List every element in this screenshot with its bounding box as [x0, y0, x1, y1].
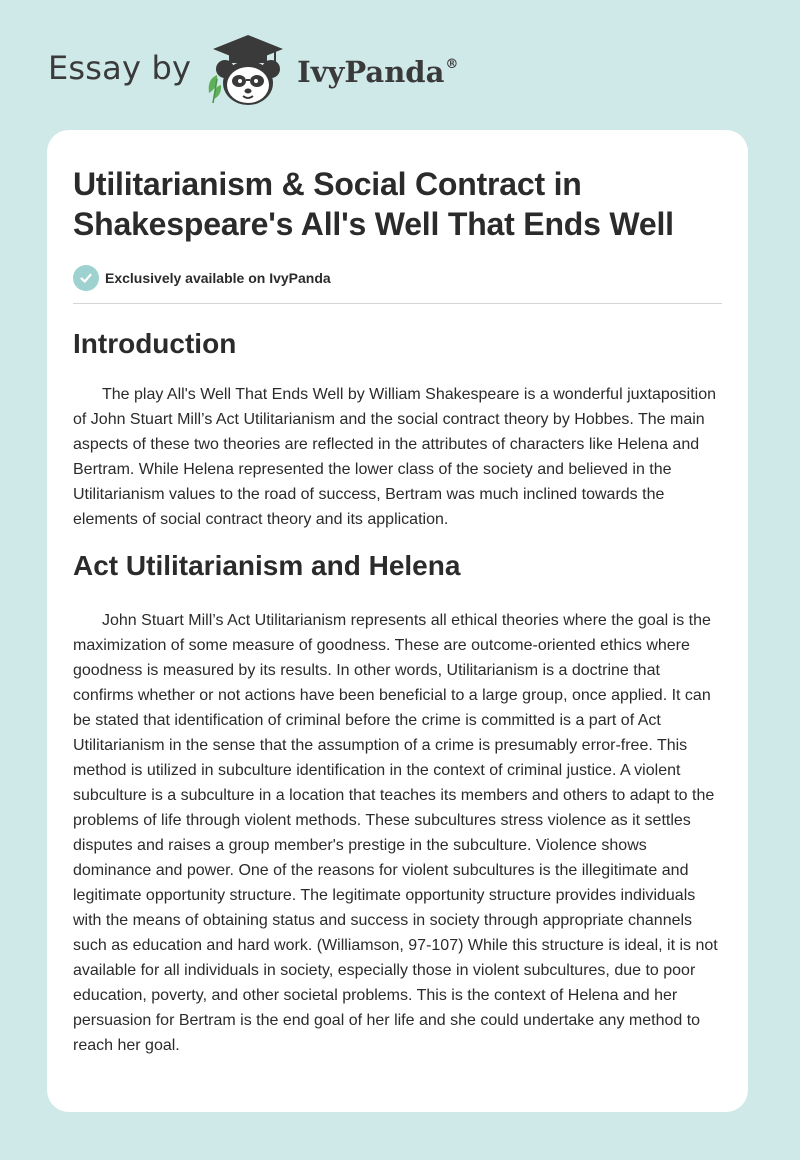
- panda-graduate-logo-icon[interactable]: [205, 31, 291, 109]
- site-header: [48, 30, 458, 110]
- exclusive-badge: [73, 265, 722, 291]
- section-heading-act-utilitarianism: Act Utilitarianism and Helena: [73, 550, 461, 581]
- section-body-act-utilitarianism: John Stuart Mill’s Act Utilitarianism represents all ethical theories where the goal is the maximization of some measure of goodness. These are outcome-oriented ethics where goodness is measured by its results. In other words, Utilitarianism is a doctrine that confirms whether or not actions have been beneficial to a large group, once applied. It can be stated that identification of criminal before the crime is committed is a part of Act Utilitarianism in the sense that the assumption of a crime is presumably error-free. This method is utilized in subculture identification in the context of criminal justice. A violent subculture is a subculture in a location that teaches its members and others to adapt to the problems of life through violent methods. These subcultures stress violence as it settles disputes and raises a group member's prestige in the subculture. Violence shows dominance and power. One of the reasons for violent subcultures is the illegitimate and legitimate opportunity structure. The legitimate opportunity structure provides individuals with the means of obtaining status and success in society through appropriate channels such as education and hard work. (Williamson, 97-107) While this structure is ideal, it is not available for all individuals in society, especially those in violent subcultures, due to poor education, poverty, and other societal problems. This is the context of Helena and her persuasion for Bertram is the end goal of her life and she could undertake any method to reach her goal.: [73, 612, 718, 1054]
- article-card: [47, 130, 748, 1112]
- article-title-line-1: Utilitarianism & Social Contract in: [73, 166, 582, 202]
- brand-text: IvyPanda: [297, 55, 445, 89]
- section-heading-introduction: Introduction: [73, 328, 237, 359]
- brand-name[interactable]: [297, 55, 458, 89]
- registered-mark: ®: [445, 57, 459, 72]
- essay-by-label: Essay by: [48, 49, 192, 87]
- title-divider: [73, 303, 722, 304]
- exclusive-label: Exclusively available on IvyPanda: [105, 270, 331, 286]
- check-circle-icon: [73, 265, 99, 291]
- article-title-line-2: Shakespeare's All's Well That Ends Well: [73, 206, 674, 242]
- section-body-introduction: The play All's Well That Ends Well by William Shakespeare is a wonderful juxtaposition of John Stuart Mill’s Act Utilitarianism and the social contract theory by Hobbes. The main aspects of these two theories are reflected in the attributes of characters like Helena and Bertram. While Helena represented the lower class of the society and believed in the Utilitarianism values to the road of success, Bertram was much inclined towards the elements of social contract theory and its application.: [73, 386, 717, 528]
- article-title: [73, 164, 722, 244]
